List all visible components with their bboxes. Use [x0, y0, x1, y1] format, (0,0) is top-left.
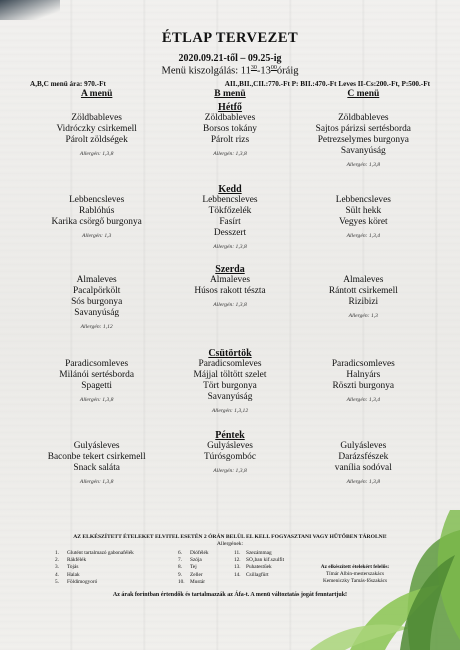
menu-cell-c — [297, 441, 430, 489]
allergen-info: Allergén: 1,3,8 — [79, 397, 114, 404]
dish: Milánói sertésborda — [59, 369, 135, 380]
menu-cell-b — [163, 275, 296, 334]
day-name: Hétfő — [218, 101, 242, 113]
dish: Gulyásleves — [73, 440, 120, 451]
dish: Zöldbableves — [338, 112, 389, 123]
column-header-b: B menü — [214, 88, 246, 99]
allergen-item: 10. Mustár — [178, 578, 206, 585]
dish: Röszti burgonya — [332, 380, 395, 391]
allergen-list-1 — [55, 550, 134, 586]
dish: Pacalpörkölt — [72, 285, 121, 296]
allergen-info: Allergén: 1,3,8 — [213, 467, 247, 474]
price-other: AII.,BII.,CII.:770.-Ft P: BII.:470.-Ft Leves II-Cs:200.-Ft, P:500.-Ft — [224, 79, 430, 88]
maker-2: Kemeniczky Tamás-főszakács — [322, 578, 388, 585]
allergen-info: Allergén: 1,3 — [82, 233, 112, 240]
page-title: ÉTLAP TERVEZET — [161, 30, 299, 46]
menu-cell-a — [30, 195, 163, 254]
allergen-item: 11. Szezámmag — [234, 550, 272, 556]
column-headers — [30, 89, 430, 99]
storage-warning: AZ ELKÉSZÍTETT ÉTELEKET ELVITEL ESETÉN 2 ÓRÁN BELÜL EL KELL FOGYASZTANI VAGY HŰTŐBEN TÁROLNI! — [73, 534, 387, 540]
allergen-item: 13. Puhatestűek — [234, 564, 272, 571]
dish: Almaleves — [76, 274, 117, 285]
allergen-item: 14. Csillagfürt — [234, 571, 269, 578]
column-header-c: C menü — [347, 88, 380, 99]
allergen-item: 2. Rákfélék — [55, 557, 87, 564]
day-name: Csütörtök — [208, 347, 252, 359]
dish: Fasírt — [219, 216, 241, 227]
day-name: Szerda — [215, 263, 245, 275]
menu-cell-a — [30, 113, 163, 172]
maker-1: Tímár Albin-mesterszakács — [325, 571, 385, 578]
allergen-list-2 — [178, 550, 209, 586]
menu-cell-c — [297, 359, 430, 418]
dish: Tört burgonya — [203, 380, 257, 391]
allergen-item: 12. SO₂ban kif.szulfit — [234, 557, 285, 564]
dish: Zöldbableves — [71, 112, 122, 123]
column-header-a: A menü — [80, 88, 113, 99]
dish: Vidróczky csirkemell — [56, 123, 137, 134]
dish: Rizibizi — [348, 296, 379, 307]
makers-title: Az elkészített ételekért felelős: — [320, 564, 390, 570]
allergen-info: Allergén: 1,3,4 — [346, 233, 381, 240]
dish: Vegyes köret — [338, 216, 388, 227]
allergen-info: Allergén: 1,3,8 — [213, 301, 247, 308]
dish: Almaleves — [343, 274, 384, 285]
days-container — [30, 102, 430, 489]
dish: Gulyásleves — [207, 440, 253, 451]
allergen-item: 3. Tojás — [55, 564, 79, 571]
menu-cell-c — [297, 195, 430, 254]
dish: Paradicsomleves — [331, 358, 395, 369]
corner-shade — [0, 0, 60, 20]
dish: Baconbe tekert csirkemell — [47, 451, 146, 462]
day-name: Kedd — [218, 183, 242, 195]
dish: Savanyúság — [207, 392, 253, 403]
dish: Petrezselymes burgonya — [317, 134, 409, 145]
dish: Darázsfészek — [338, 451, 389, 462]
dish: Tökfőzelék — [208, 205, 252, 216]
dish: Paradicsomleves — [198, 358, 262, 369]
allergen-item: 8. Tej — [178, 564, 197, 571]
date-range: 2020.09.21-től – 09.25-ig — [178, 53, 282, 64]
dish: Sült hekk — [345, 205, 382, 216]
dish: Lebbencsleves — [202, 194, 258, 205]
dish: Paradicsomleves — [65, 358, 129, 369]
allergen-item: 5. Földimogyoró — [55, 578, 98, 585]
allergen-info: Allergén: 1,3 — [348, 313, 378, 320]
menu-cell-a — [30, 359, 163, 418]
dish: Borsos tokány — [203, 123, 257, 134]
allergen-list-3 — [234, 550, 284, 579]
dish: Spagetti — [81, 380, 113, 391]
allergen-item: 6. Diófélék — [178, 550, 209, 556]
allergen-info: Allergén: 1,3,8 — [79, 479, 114, 486]
dish: Rántott csirkemell — [328, 285, 398, 296]
allergen-info: Allergén: 1,3,8 — [213, 151, 247, 158]
dish: Zöldbableves — [204, 112, 256, 123]
price-main: A,B,C menü ára: 970.-Ft — [30, 79, 106, 88]
dish: Karika csörgő burgonya — [51, 216, 142, 227]
menu-sheet — [30, 30, 430, 488]
price-note: Az árak forintban értendők és tartalmazzák az Áfa-t. A menü változtatás jogát fenntartjuk! — [112, 592, 348, 598]
menu-cell-a — [30, 275, 163, 334]
menu-cell-c — [297, 275, 430, 334]
allergen-item: 4. Halak — [55, 571, 80, 578]
dish: Savanyúság — [74, 308, 120, 319]
allergen-info: Allergén: 1,12 — [80, 324, 113, 331]
menu-cell-b — [163, 441, 296, 489]
day-block — [30, 184, 430, 254]
day-block — [30, 348, 430, 418]
dish: Rablóhús — [78, 205, 115, 216]
dish: Almaleves — [209, 274, 251, 285]
dish: Halnyárs — [346, 369, 381, 380]
price-line — [30, 80, 430, 88]
day-block — [30, 264, 430, 334]
menu-cell-c — [297, 113, 430, 172]
menu-cell-b — [163, 195, 296, 254]
dish: vanília sodóval — [334, 462, 392, 473]
dish: Húsos rakott tészta — [194, 285, 266, 296]
dish: Desszert — [213, 228, 247, 239]
allergen-item: 9. Zeller — [178, 571, 203, 578]
menu-cell-a — [30, 441, 163, 489]
allergen-item: 1. Glutént tartalmazó gabonafélék — [55, 550, 134, 556]
responsible-chefs — [300, 564, 410, 586]
dish: Gulyásleves — [340, 440, 387, 451]
allergen-info: Allergén: 1,3,8 — [346, 479, 381, 486]
dish: Sós burgonya — [71, 296, 123, 307]
day-block — [30, 102, 430, 172]
dish: Májjal töltött szelet — [193, 369, 267, 380]
allergen-info: Allergén: 1,3,8 — [213, 244, 247, 251]
day-block — [30, 430, 430, 489]
dish: Túrósgombóc — [203, 451, 257, 462]
menu-cell-b — [163, 113, 296, 172]
dish: Sajtos párizsi sertésborda — [315, 123, 411, 134]
dish: Snack saláta — [73, 462, 120, 473]
dish: Savanyúság — [340, 146, 386, 157]
allergen-title: Allergének: — [216, 541, 244, 547]
menu-cell-b — [163, 359, 296, 418]
allergen-info: Allergén: 1,3,8 — [346, 162, 381, 169]
allergen-info: Allergén: 1,3,8 — [79, 151, 114, 158]
dish: Párolt zöldségek — [65, 134, 128, 145]
allergen-item: 7. Szója — [178, 557, 202, 564]
allergen-info: Allergén: 1,3,12 — [211, 408, 249, 415]
dish: Lebbencsleves — [335, 194, 391, 205]
dish: Párolt rizs — [210, 134, 250, 145]
day-name: Péntek — [215, 429, 245, 441]
dish: Lebbencsleves — [69, 194, 125, 205]
service-hours: Menü kiszolgálás: $11^{30}-13^{00}óráig$ — [161, 65, 299, 77]
allergen-info: Allergén: 1,3,4 — [346, 397, 381, 404]
